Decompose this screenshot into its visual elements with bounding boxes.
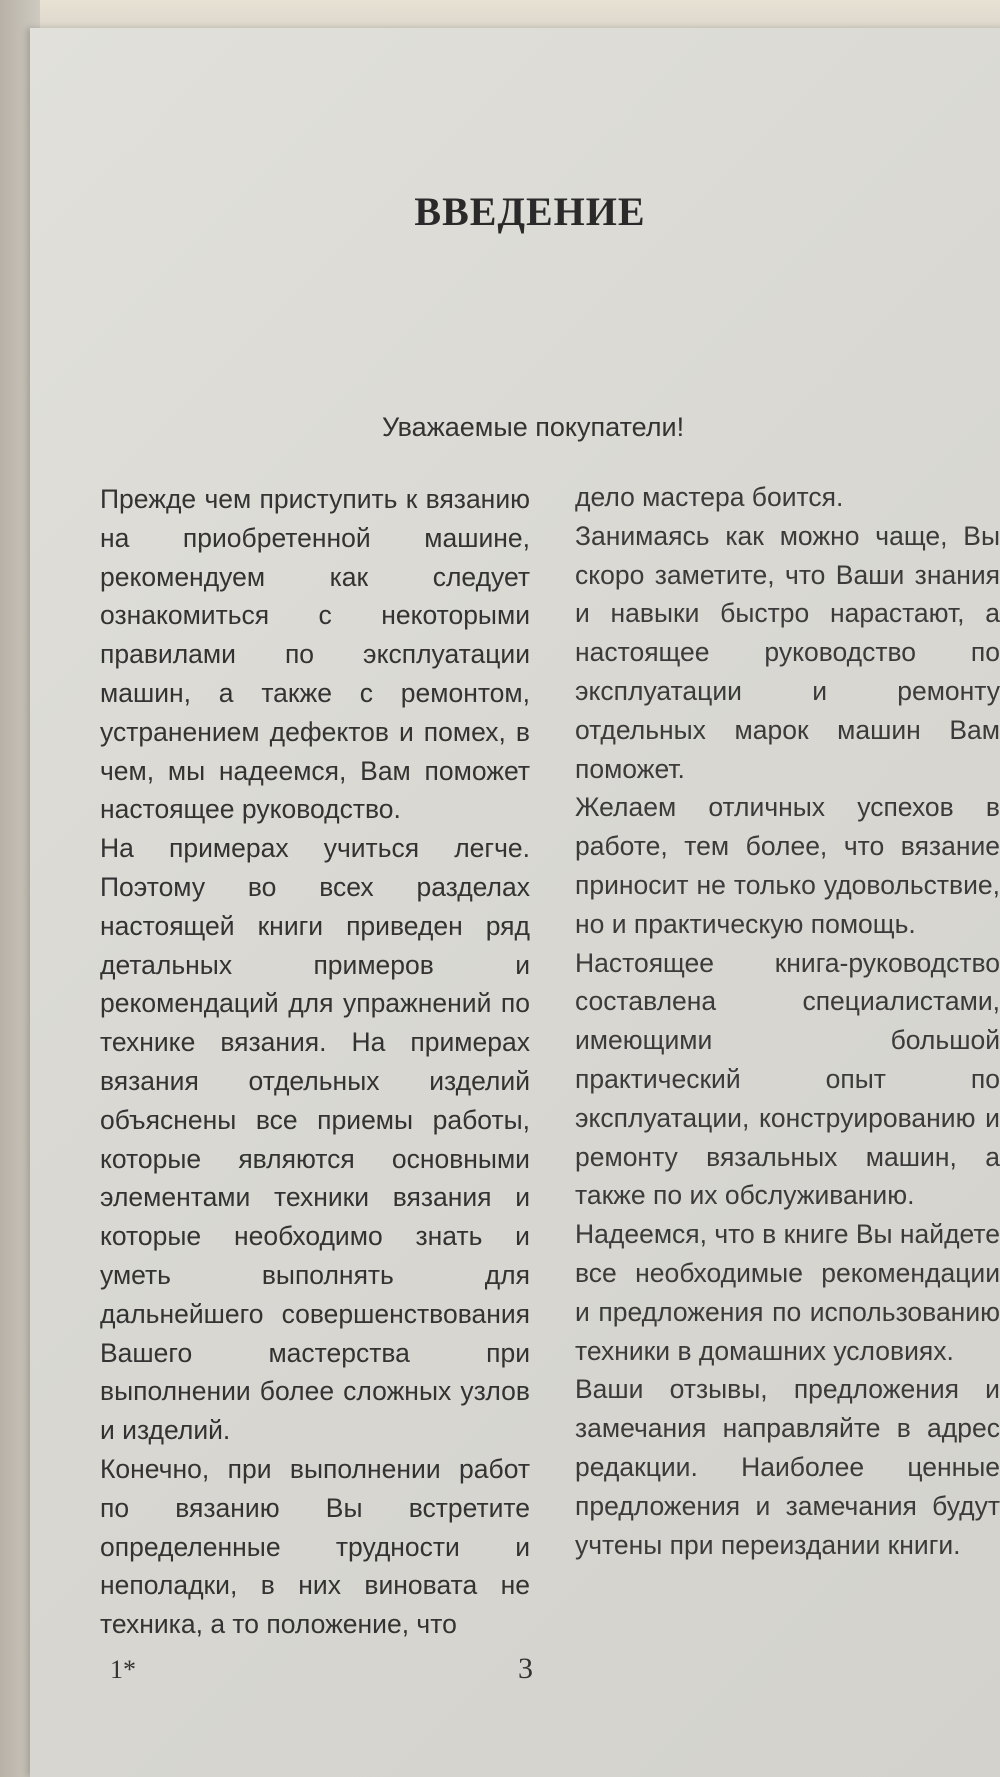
signature-mark: 1*: [110, 1655, 136, 1684]
paragraph: Ваши отзывы, предложения и замечания направляйте в адрес редакции. Наиболее ценные предложения и замечания будут учтены при переиздании книги.: [575, 1374, 1000, 1560]
left-column: [100, 480, 530, 1644]
paragraph: Настоящее книга-руководство составлена специалистами, имеющими большой практический опыт по эксплуатации, конструированию и ремонту вязальных машин, а также по их обслуживанию.: [575, 947, 1000, 1211]
page-number: 3: [518, 1652, 533, 1685]
paragraph: Надеемся, что в книге Вы найдете все необходимые рекомендации и предложения по использованию техники в домашних условиях.: [575, 1219, 1000, 1366]
right-column: [575, 478, 1000, 1564]
book-page: [30, 28, 1000, 1777]
paragraph: Прежде чем приступить к вязанию на приобретенной машине, рекомендуем как следует ознакомиться с некоторыми правилами по эксплуатации машин, а также с ремонтом, устранением дефектов и помех, в чем, мы надеемся, Вам поможет настоящее руководство.: [100, 484, 530, 825]
paragraph: Занимаясь как можно чаще, Вы скоро заметите, что Ваши знания и навыки быстро нарастают, а настоящее руководство по эксплуатации и ремонту отдельных марок машин Вам поможет.: [575, 520, 1000, 784]
paragraph: На примерах учиться легче. Поэтому во всех разделах настоящей книги приведен ряд детальных примеров и рекомендаций для упражнений по технике вязания. На примерах вязания отдельных изделий объяснены все приемы работы, которые являются основными элементами техники вязания и которые необходимо знать и уметь выполнять для дальнейшего совершенствования Вашего мастерства при выполнении более сложных узлов и изделий.: [100, 833, 530, 1446]
paragraph: Желаем отличных успехов в работе, тем более, что вязание приносит не только удовольствие, но и практическую помощь.: [575, 792, 1000, 939]
paragraph: дело мастера боится.: [575, 482, 844, 512]
greeting: Уважаемые покупатели!: [382, 412, 685, 442]
page-title: ВВЕДЕНИЕ: [414, 189, 646, 234]
paragraph: Конечно, при выполнении работ по вязанию Вы встретите определенные трудности и неполадки, в них виновата не техника, а то положение, что: [100, 1453, 530, 1640]
